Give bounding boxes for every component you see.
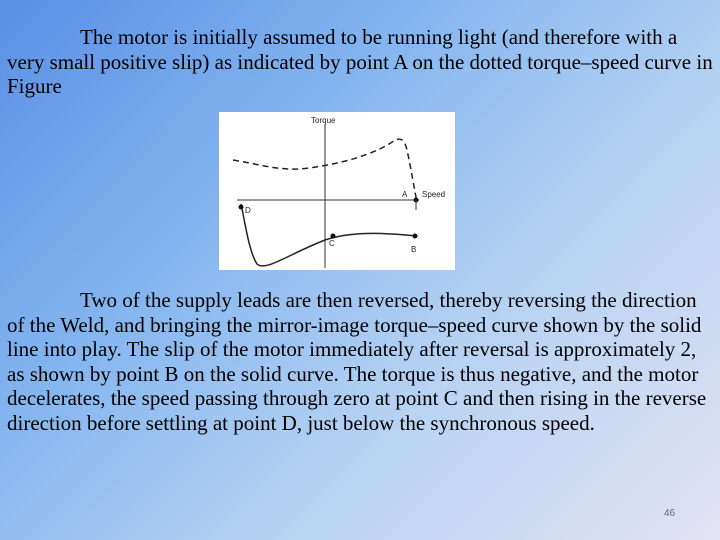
point-b-label: B: [411, 245, 417, 254]
torque-axis-label: Torque: [311, 116, 336, 125]
point-d-label: D: [245, 206, 251, 215]
point-c-label: C: [329, 239, 335, 248]
paragraph-reversal: [7, 288, 715, 435]
solid-torque-curve: [241, 204, 417, 266]
point-b-marker: [413, 234, 418, 239]
point-d-marker: [239, 205, 244, 210]
torque-speed-figure: [219, 112, 455, 270]
speed-axis-label: Speed: [422, 190, 446, 199]
paragraph-intro: [7, 25, 715, 99]
paragraph-reversal-text: Two of the supply leads are then reversed, thereby reversing the direction of the Weld, and bringing the mirror-image torque–speed curve shown by the solid line into play. The slip of the motor immediately after reversal is approximately 2, as shown by point B on the solid curve. The torque is thus negative, and the motor decelerates, the speed passing through zero at point C and then rising in the reverse direction before settling at point D, just below the synchronous speed.: [7, 288, 707, 435]
point-a-label: A: [402, 190, 408, 199]
point-c-marker: [331, 234, 336, 239]
paragraph-intro-text: The motor is initially assumed to be running light (and therefore with a very small positive slip) as indicated by point A on the dotted torque–speed curve in Figure: [7, 25, 713, 98]
torque-speed-chart: [219, 112, 455, 270]
page-number: 46: [664, 508, 676, 519]
